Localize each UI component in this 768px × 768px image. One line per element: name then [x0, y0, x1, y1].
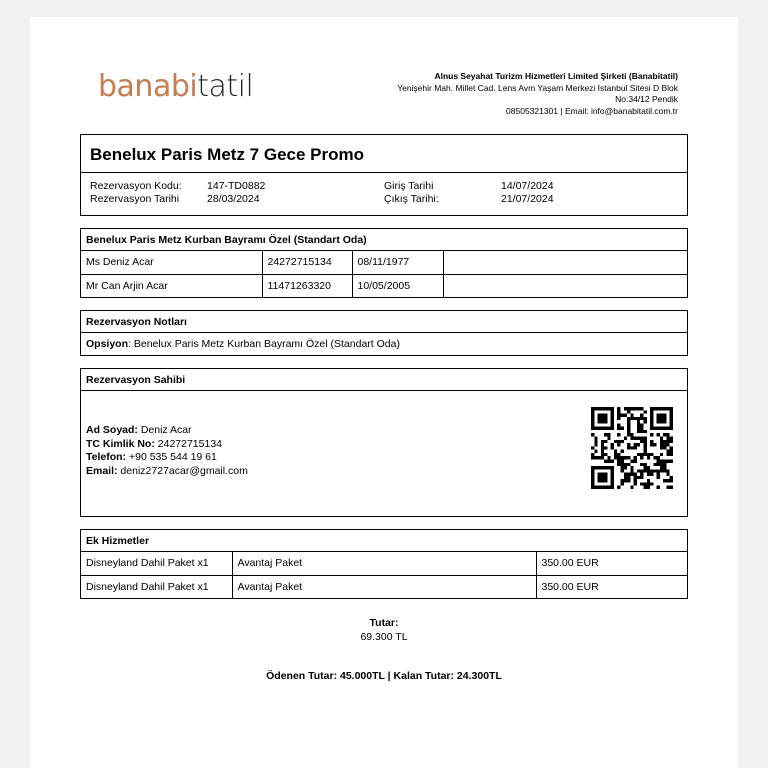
owner-name-value: Deniz Acar — [137, 424, 192, 436]
owner-phone-value: +90 535 544 19 61 — [126, 451, 217, 463]
owner-tc-label: TC Kimlik No: — [86, 437, 155, 450]
notes-heading: Rezervasyon Notları — [81, 311, 687, 333]
guests-section — [80, 228, 688, 298]
table-row — [81, 552, 687, 575]
reservation-date-value: 28/03/2024 — [207, 193, 260, 205]
guest-extra — [443, 251, 687, 274]
guests-heading: Benelux Paris Metz Kurban Bayramı Özel (Standart Oda) — [81, 229, 687, 251]
owner-phone-label: Telefon: — [86, 451, 127, 463]
checkin-value: 14/07/2024 — [501, 180, 554, 192]
total-value: 69.300 TL — [360, 631, 408, 643]
reservation-date-label: Rezervasyon Tarihi — [90, 193, 180, 205]
owner-tc-value: 24272715134 — [154, 437, 222, 450]
invoice-page — [30, 17, 738, 768]
table-row — [81, 251, 687, 274]
guest-id: 11471263320 — [262, 274, 352, 297]
option-label: Opsiyon — [86, 338, 129, 350]
owner-section — [80, 368, 688, 517]
table-row — [81, 274, 687, 297]
company-info — [358, 71, 678, 117]
company-address-line-1: Yenişehir Mah. Millet Cad. Lens Avm Yaşam Merkezi İstanbul Sitesi D Blok — [397, 82, 678, 93]
company-name: Alnus Seyahat Turizm Hizmetleri Limited Şirketi (Banabitatil) — [434, 71, 678, 81]
option-value: : Benelux Paris Metz Kurban Bayramı Özel (Standart Oda) — [128, 338, 400, 350]
extra-package: Avantaj Paket — [232, 552, 536, 575]
owner-email-label: Email: — [86, 464, 118, 477]
reservation-code-label: Rezervasyon Kodu: — [90, 180, 182, 192]
extra-service: Disneyland Dahil Paket x1 — [81, 552, 232, 575]
paid-summary: Ödenen Tutar: 45.000TL | Kalan Tutar: 24.300TL — [266, 670, 502, 682]
notes-section — [80, 310, 688, 356]
company-contact: 08505321301 | Email: info@banabitatil.com.tr — [506, 105, 678, 116]
extra-package: Avantaj Paket — [232, 575, 536, 598]
extra-price: 350.00 EUR — [541, 557, 599, 570]
reservation-summary — [80, 134, 688, 216]
reservation-title: Benelux Paris Metz 7 Gece Promo — [90, 145, 364, 164]
guest-name: Ms Deniz Acar — [81, 251, 262, 274]
extras-heading: Ek Hizmetler — [81, 530, 687, 552]
owner-heading: Rezervasyon Sahibi — [81, 369, 687, 391]
owner-name-label: Ad Soyad: — [86, 424, 138, 436]
guest-birthdate: 10/05/2005 — [352, 274, 443, 297]
guest-id: 24272715134 — [262, 251, 352, 274]
extras-section — [80, 529, 688, 599]
extras-table — [81, 552, 687, 598]
total-label: Tutar: — [369, 617, 399, 629]
checkout-label: Çıkış Tarihi: — [384, 193, 439, 205]
guest-extra — [443, 274, 687, 297]
guests-table — [81, 251, 687, 297]
banabitatil-logo: banabitatil — [98, 69, 254, 104]
guest-birthdate: 08/11/1977 — [352, 251, 443, 274]
extra-price: 350.00 EUR — [536, 575, 687, 598]
notes-body — [81, 333, 687, 355]
checkout-value: 21/07/2024 — [501, 193, 554, 205]
table-row — [81, 575, 687, 598]
reservation-code-value: 147-TD0882 — [207, 180, 266, 192]
owner-info — [86, 424, 248, 478]
qr-code-icon — [591, 407, 673, 489]
divider — [81, 172, 687, 173]
extra-service: Disneyland Dahil Paket x1 — [81, 575, 232, 598]
checkin-label: Giriş Tarihi — [384, 180, 434, 192]
company-address-line-2: No:34/12 Pendik — [615, 94, 678, 104]
guest-name: Mr Can Arjin Acar — [81, 274, 262, 297]
owner-email-value: deniz2727acar@gmail.com — [117, 464, 248, 477]
